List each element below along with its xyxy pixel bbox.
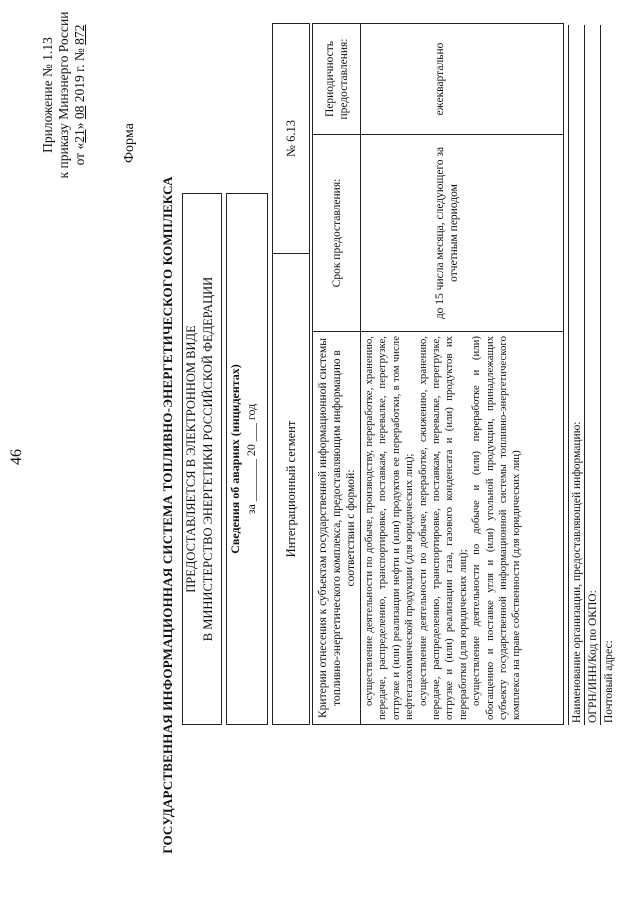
appendix-line-1: Приложение № 1.13: [40, 37, 55, 153]
report-title-box: [226, 193, 268, 725]
criteria-item: осуществление деятельности по добыче, переработке, сжижению, хранению, передаче, распределению, транспортировке, поставкам, перевалке, перегрузке, отгрузке и (или) реализации газа, газового конденсата и (или) продуктов их переработки (для юридических лиц);: [416, 336, 469, 720]
appendix-header: [40, 10, 88, 180]
segment-row: [272, 23, 310, 725]
form-label: Форма: [122, 123, 137, 163]
deadline-header: Срок предоставления:: [313, 135, 361, 331]
order-date-mid: »: [72, 119, 87, 130]
submission-line-2: В МИНИСТЕРСТВО ЭНЕРГЕТИКИ РОССИЙСКОЙ ФЕДЕРАЦИИ: [201, 276, 215, 642]
deadline-value: до 15 числа месяца, следующего за отчетным периодом: [434, 146, 460, 320]
criteria-item: осуществление деятельности по добыче, производству, переработке, хранению, передаче, распределению, транспортировке, поставкам, перевалке, перегрузке, отгрузке и (или) реализации нефти и (или) продуктов ее переработки, в том числе нефтегазохимической продукции (для юридических лиц);: [363, 336, 416, 720]
periodicity-value: ежеквартально: [434, 42, 446, 116]
order-date-prefix: от «: [72, 142, 87, 166]
deadline-column: [313, 134, 563, 331]
submission-notice-box: [182, 193, 222, 725]
appendix-line-2: к приказу Минэнерго России: [56, 11, 71, 179]
document-title: ГОСУДАРСТВЕННАЯ ИНФОРМАЦИОННАЯ СИСТЕМА ТОПЛИВНО-ЭНЕРГЕТИЧЕСКОГО КОМПЛЕКСА: [160, 176, 175, 854]
criteria-list: [363, 336, 524, 720]
order-number: 872: [72, 24, 87, 45]
report-period: за _______ 20 ___ год: [244, 403, 258, 515]
segment-label: Интеграционный сегмент: [273, 253, 309, 724]
criteria-item: осуществление деятельности по добыче и (или) переработке и (или) обогащению и поставке угля и (или) угольной продукции, принадлежащих субъекту государственной информационной системы топливно-энергетического комплекса на праве собственности (для юридических лиц): [470, 336, 523, 720]
segment-number: № 6.13: [283, 120, 298, 157]
submission-line-1: ПРЕДОСТАВЛЯЕТСЯ В ЭЛЕКТРОННОМ ВИДЕ: [184, 325, 198, 593]
org-ids-field[interactable]: ОГРН/ИНН/Код по ОКПО:: [584, 25, 600, 725]
org-name-field[interactable]: Наименование организации, предоставляющей информацию:: [568, 25, 584, 725]
order-year: 2019 г. №: [72, 44, 87, 106]
postal-address-field[interactable]: Почтовый адрес:: [600, 25, 616, 725]
criteria-column: [313, 331, 563, 724]
periodicity-header: Периодичность предоставления:: [313, 24, 361, 134]
page-number: 46: [8, 449, 25, 465]
criteria-header: Критерии отнесения к субъектам государственной информационной системы топливно-энергетического комплекса, предоставляющим информацию в соответствии с формой:: [313, 332, 361, 724]
organization-fields: [568, 25, 616, 725]
appendix-line-3: [72, 10, 88, 180]
criteria-table: [312, 23, 564, 725]
order-day: 21: [72, 129, 87, 143]
report-title: Сведения об авариях (инцидентах): [228, 364, 242, 554]
periodicity-column: [313, 24, 563, 134]
order-month: 08: [72, 105, 87, 120]
